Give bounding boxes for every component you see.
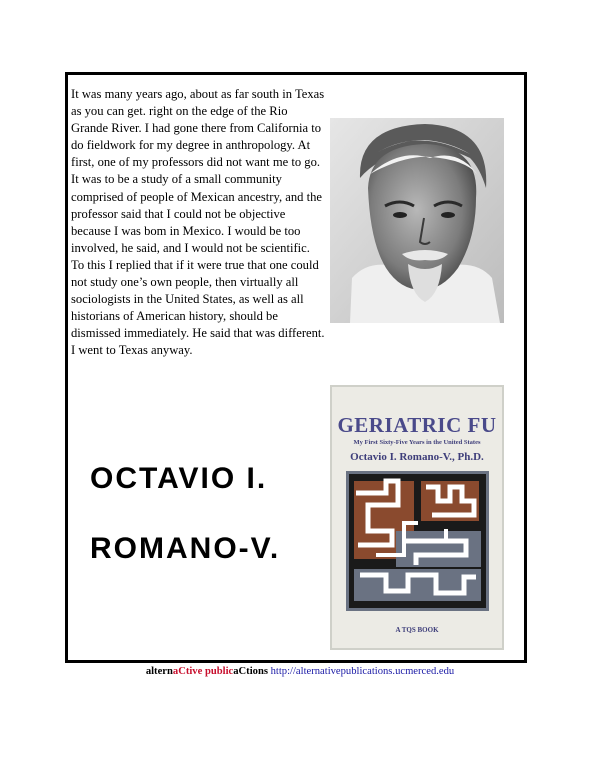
author-name-line2: ROMANO-V. [90,532,281,565]
footer [0,666,600,677]
author-name-line1: OCTAVIO I. [90,462,268,495]
footer-brand: alternaCtive publicaCtions [145,666,268,677]
book-cover-art [346,471,489,611]
author-portrait [330,118,504,323]
book-cover [330,385,504,650]
book-publisher: A TQS BOOK [395,626,439,634]
book-title: GERIATRIC FU [337,413,497,437]
book-author: Octavio I. Romano-V., Ph.D. [350,451,484,463]
book-subtitle: My First Sixty-Five Years in the United States [353,439,481,446]
intro-paragraph: It was many years ago, about as far south in Texas as you can get. right on the edge of the Rio Grande River. I had gone there from California to do fieldwork for my degree in anthropology. At first, one of my professors did not want me to go. It was to be a study of a small community comprised of people of Mexican ancestry, and the professor said that I could not be objective because I was bom in Mexico. I would be too involved, he said, and I would not be scientific. To this I replied that if it were true that one could not study one’s own people, then virtually all sociologists in the United States, as well as all historians of American history, should be dismissed immediately. He said that was different. I went to Texas anyway. [71,87,325,358]
footer-link[interactable]: http://alternativepublications.ucmerced.edu [270,666,455,677]
author-portrait-image [330,118,504,323]
